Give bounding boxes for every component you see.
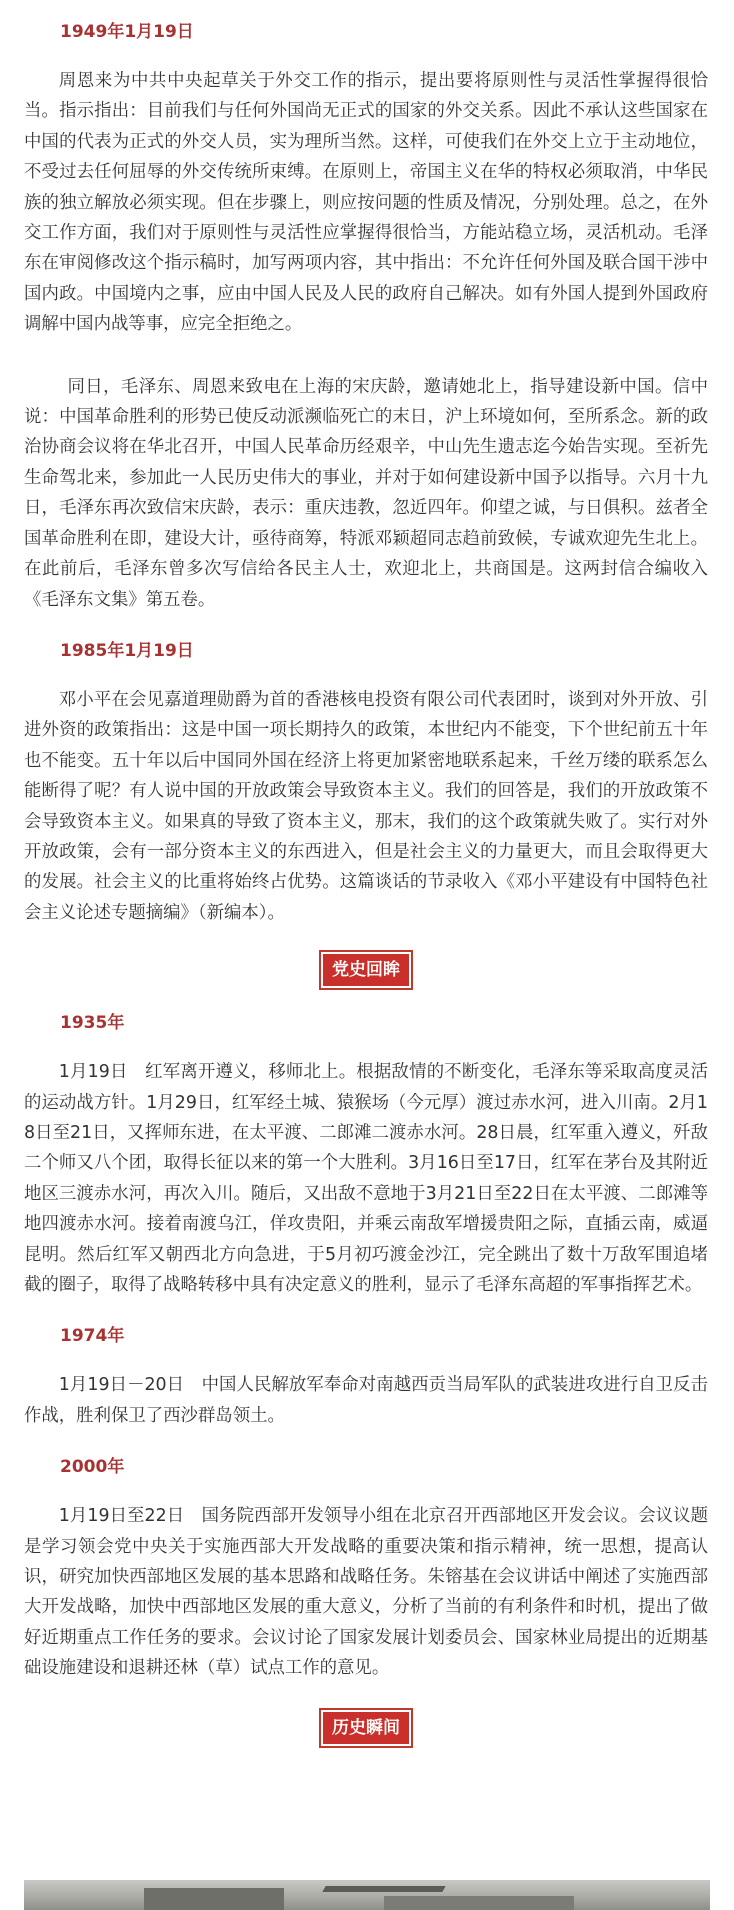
photo-building-shape [144, 1888, 284, 1910]
photo-wall-shape [384, 1896, 574, 1910]
paragraph-2000-western-development: 1月19日至22日 国务院西部开发领导小组在北京召开西部地区开发会议。会议议题是学习领会党中央关于实施西部大开发战略的重要决策和指示精神，统一思想，提高认识，研究加快西部地区发展的基本思路和战略任务。朱镕基在会议讲话中阐述了实施西部大开发战略，加快中西部地区发展的重大意义，分析了当前的有利条件和时机，提出了做好近期重点工作任务的要求。会议讨论了国家发展计划委员会、国家林业局提出的近期基础设施建设和退耕还林（草）试点工作的意见。 [24, 1506, 708, 1679]
history-date-1935: 1935年 [60, 1013, 125, 1034]
party-history-badge [24, 950, 708, 994]
history-date-1974: 1974年 [60, 1326, 125, 1347]
historical-photo [24, 1880, 710, 1910]
paragraph-1974-xisha: 1月19日－20日 中国人民解放军奉命对南越西贡当局军队的武装进攻进行自卫反击作战，胜利保卫了西沙群岛领土。 [24, 1375, 708, 1426]
section-date-1985: 1985年1月19日 [60, 640, 194, 661]
history-date-2000: 2000年 [60, 1457, 125, 1478]
paragraph-1985-opening-policy: 邓小平在会见嘉道理勋爵为首的香港核电投资有限公司代表团时，谈到对外开放、引进外资的政策指出：这是中国一项长期持久的政策，本世纪内不能变，下个世纪前五十年也不能变。五十年以后中国同外国在经济上将更加紧密地联系起来，千丝万缕的联系怎么能断得了呢？有人说中国的开放政策会导致资本主义。我们的回答是，我们的开放政策不会导致资本主义。如果真的导致了资本主义，那末，我们的这个政策就失败了。实行对外开放政策，会有一部分资本主义的东西进入，但是社会主义的力量更大，而且会取得更大的发展。社会主义的比重将始终占优势。这篇谈话的节录收入《邓小平建设有中国特色社会主义论述专题摘编》（新编本）。 [24, 689, 708, 923]
party-history-badge-label: 党史回眸 [323, 954, 409, 986]
paragraph-1935-long-march: 1月19日 红军离开遵义，移师北上。根据敌情的不断变化，毛泽东等采取高度灵活的运动战方针。1月29日，红军经土城、猿猴场（今元厚）渡过赤水河，进入川南。2月18日至21日，又挥师东进，在太平渡、二郎滩二渡赤水河。28日晨，红军重入遵义，歼敌二个师又八个团，取得长征以来的第一个大胜利。3月16日至17日，红军在茅台及其附近地区三渡赤水河，再次入川。随后，又出敌不意地于3月21日至22日在太平渡、二郎滩等地四渡赤水河。接着南渡乌江，佯攻贵阳，并乘云南敌军增援贵阳之际，直插云南，威逼昆明。然后红军又朝西北方向急进，于5月初巧渡金沙江，完全跳出了数十万敌军围追堵截的圈子，取得了战略转移中具有决定意义的胜利，显示了毛泽东高超的军事指挥艺术。 [24, 1062, 708, 1295]
history-moment-badge [24, 1708, 708, 1752]
section-date-1949: 1949年1月19日 [60, 22, 194, 42]
photo-roof-shape [322, 1886, 445, 1892]
history-moment-badge-label: 历史瞬间 [323, 1712, 409, 1744]
paragraph-1949-foreign-affairs: 周恩来为中共中央起草关于外交工作的指示，提出要将原则性与灵活性掌握得很恰当。指示指出：目前我们与任何外国尚无正式的国家的外交关系。因此不承认这些国家在中国的代表为正式的外交人员，实为理所当然。这样，可使我们在外交上立于主动地位，不受过去任何屈辱的外交传统所束缚。在原则上，帝国主义在华的特权必须取消，中华民族的独立解放必须实现。但在步骤上，则应按问题的性质及情况，分别处理。总之，在外交工作方面，我们对于原则性与灵活性应掌握得很恰当，方能站稳立场，灵活机动。毛泽东在审阅修改这个指示稿时，加写两项内容，其中指出：不允许任何外国及联合国干涉中国内政。中国境内之事，应由中国人民及人民的政府自己解决。如有外国人提到外国政府调解中国内战等事，应完全拒绝之。 [24, 71, 708, 335]
paragraph-1949-song-qingling: 同日，毛泽东、周恩来致电在上海的宋庆龄，邀请她北上，指导建设新中国。信中说：中国革命胜利的形势已使反动派濒临死亡的末日，沪上环境如何，至所系念。新的政治协商会议将在华北召开，中国人民革命历经艰辛，中山先生遗志迄今始告实现。至祈先生命驾北来，参加此一人民历史伟大的事业，并对于如何建设新中国予以指导。六月十九日，毛泽东再次致信宋庆龄，表示：重庆违教，忽近四年。仰望之诚，与日俱积。兹者全国革命胜利在即，建设大计，亟待商筹，特派邓颖超同志趋前致候，专诚欢迎先生北上。在此前后，毛泽东曾多次写信给各民主人士，欢迎北上，共商国是。这两封信合编收入《毛泽东文集》第五卷。 [24, 376, 708, 610]
